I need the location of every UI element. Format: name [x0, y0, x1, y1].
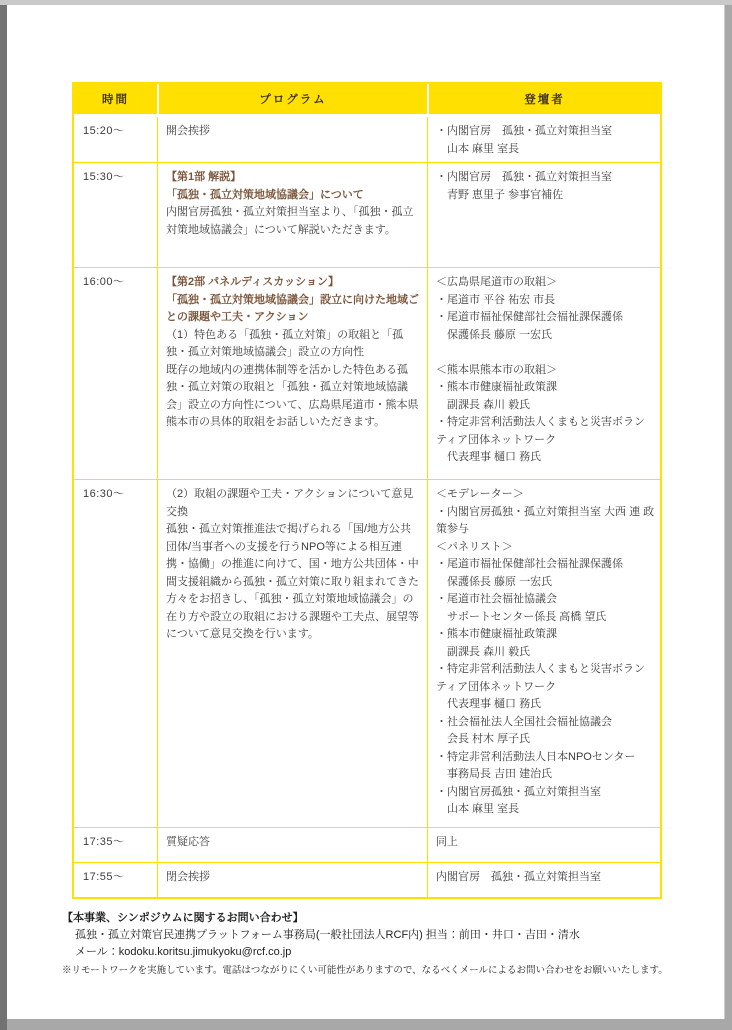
speaker-line: ・特定非営利活動法人くまもと災害ボランティア団体ネットワーク: [436, 663, 645, 693]
table-header: [74, 84, 660, 117]
program-text: 内閣官房孤独・孤立対策担当室より、「孤独・孤立対策地域協議会」について解説いただきます。: [166, 206, 414, 236]
speaker-line: 代表理事 樋口 務氏: [436, 451, 542, 463]
speaker-line: 青野 恵里子 参事官補佐: [436, 188, 564, 201]
time-cell: 15:30～: [74, 162, 157, 267]
program-text: 孤独・孤立対策推進法で掲げられる「国/地方公共団体/当事者への支援を行うNPO等による相互連携・協働」の推進に向けて、国・地方公共団体・中間支援組織から孤独・孤立対策に取り組まれてきた方々をお招きし、「孤独・孤立対策地域協議会」の在り方や設立の取組における課題や工夫点、展望等について意見交換を行います。: [166, 523, 419, 640]
speaker-line: ＜モデレーター＞: [436, 488, 524, 500]
speakers-cell: [427, 862, 660, 897]
contact-office: 孤独・孤立対策官民連携プラットフォーム事務局(一般社団法人RCF内) 担当：前田・井口・吉田・清水: [75, 929, 580, 941]
table-row: [74, 267, 660, 479]
time-cell: 17:35～: [74, 827, 157, 862]
header-row: [74, 84, 660, 117]
contact-section: [62, 910, 717, 978]
program-text: 既存の地域内の連携体制等を活かした特色ある孤独・孤立対策の取組と「孤独・孤立対策地域協議会」設立の方向性について、広島県尾道市・熊本県熊本市の具体的取組をお話しいただきます。: [166, 363, 419, 428]
speakers-cell: [427, 117, 660, 162]
speaker-line: ・熊本市健康福祉政策課: [436, 628, 557, 640]
time-cell: 16:30～: [74, 479, 157, 827]
speaker-line: ・内閣官房孤独・孤立対策担当室: [436, 785, 601, 798]
program-cell: [157, 162, 427, 267]
speaker-line: 会長 村木 厚子氏: [436, 733, 531, 745]
contact-note: ※リモートワークを実施しています。電話はつながりにくい可能性がありますので、なるべくメールによるお問い合わせをお願いいたします。: [62, 965, 668, 976]
speaker-line: ・尾道市社会福祉協議会: [436, 593, 557, 605]
speaker-line: [436, 344, 655, 362]
table-row: [74, 162, 660, 267]
speaker-line: ・尾道市福祉保健部社会福祉課保護係: [436, 558, 623, 570]
speaker-line: ・社会福祉法人全国社会福祉協議会: [436, 715, 612, 728]
speaker-line: 事務局長 吉田 建治氏: [436, 768, 553, 780]
speaker-line: ＜パネリスト＞: [436, 540, 513, 553]
program-text: 閉会挨拶: [166, 871, 210, 883]
program-heading: 「孤独・孤立対策地域協議会」設立に向けた地域ごとの課題や工夫・アクション: [166, 293, 419, 323]
speaker-line: 保護係長 藤原 一宏氏: [436, 328, 553, 341]
speaker-line: ・特定非営利活動法人日本NPOセンター: [436, 750, 636, 763]
time-cell: 15:20～: [83, 125, 125, 137]
program-heading: 【第2部 パネルディスカッション】: [166, 276, 339, 288]
speaker-line: 保護係長 藤原 一宏氏: [436, 575, 553, 588]
speaker-line: サポートセンター係長 高橋 望氏: [436, 610, 607, 623]
speakers-cell: [427, 479, 660, 827]
speaker-line: 副課長 森川 毅氏: [436, 645, 531, 658]
time-cell: 17:55～: [74, 862, 157, 897]
time-cell: 16:00～: [74, 267, 157, 479]
program-heading: 「孤独・孤立対策地域協議会」について: [166, 188, 364, 201]
program-text: 質疑応答: [166, 836, 210, 848]
speaker-line: 山本 麻里 室長: [436, 142, 520, 155]
speaker-line: ＜広島県尾道市の取組＞: [436, 276, 557, 288]
speaker-line: ・内閣官房 孤独・孤立対策担当室: [436, 125, 612, 137]
col-header-speakers: 登壇者: [427, 84, 660, 117]
speaker-line: ・尾道市福祉保健部社会福祉課保護係: [436, 311, 623, 323]
contact-heading: 【本事業、シンポジウムに関するお問い合わせ】: [62, 912, 304, 924]
speaker-line: ・熊本市健康福祉政策課: [436, 381, 557, 393]
program-cell: [157, 267, 427, 479]
program-cell: [157, 862, 427, 897]
speaker-line: 山本 麻里 室長: [436, 803, 520, 815]
table-row: [74, 479, 660, 827]
speakers-cell: [427, 267, 660, 479]
program-cell: [157, 479, 427, 827]
speakers-cell: [427, 827, 660, 862]
speakers-cell: [427, 162, 660, 267]
speaker-line: 副課長 森川 毅氏: [436, 398, 531, 411]
col-header-time: 時間: [74, 84, 157, 117]
contact-email: メール：kodoku.koritsu.jimukyoku@rcf.co.jp: [75, 946, 292, 958]
speaker-line: 内閣官房 孤独・孤立対策担当室: [436, 871, 601, 883]
speaker-line: ・内閣官房 孤独・孤立対策担当室: [436, 171, 612, 183]
program-text: （1）特色ある「孤独・孤立対策」の取組と「孤独・孤立対策地域協議会」設立の方向性: [166, 328, 404, 358]
speaker-line: 同上: [436, 836, 458, 848]
document-page: [7, 5, 725, 1019]
page-edge-left: [0, 0, 7, 1030]
speaker-line: 代表理事 樋口 務氏: [436, 698, 542, 710]
col-header-program: プログラム: [157, 84, 427, 117]
speaker-line: ・尾道市 平谷 祐宏 市長: [436, 293, 556, 306]
program-cell: [157, 827, 427, 862]
speaker-line: ＜熊本県熊本市の取組＞: [436, 363, 557, 376]
speaker-line: ・内閣官房孤独・孤立対策担当室 大西 連 政策参与: [436, 505, 655, 535]
program-heading: 【第1部 解説】: [166, 171, 242, 183]
table-row: [74, 827, 660, 862]
speaker-line: ・特定非営利活動法人くまもと災害ボランティア団体ネットワーク: [436, 416, 645, 446]
program-table: [72, 82, 662, 899]
table-row: [74, 862, 660, 897]
program-table-body: [74, 117, 660, 897]
program-cell: [157, 117, 427, 162]
program-text: （2）取組の課題や工夫・アクションについて意見交換: [166, 488, 414, 518]
program-text: 開会挨拶: [166, 125, 210, 137]
table-row: [74, 117, 660, 162]
